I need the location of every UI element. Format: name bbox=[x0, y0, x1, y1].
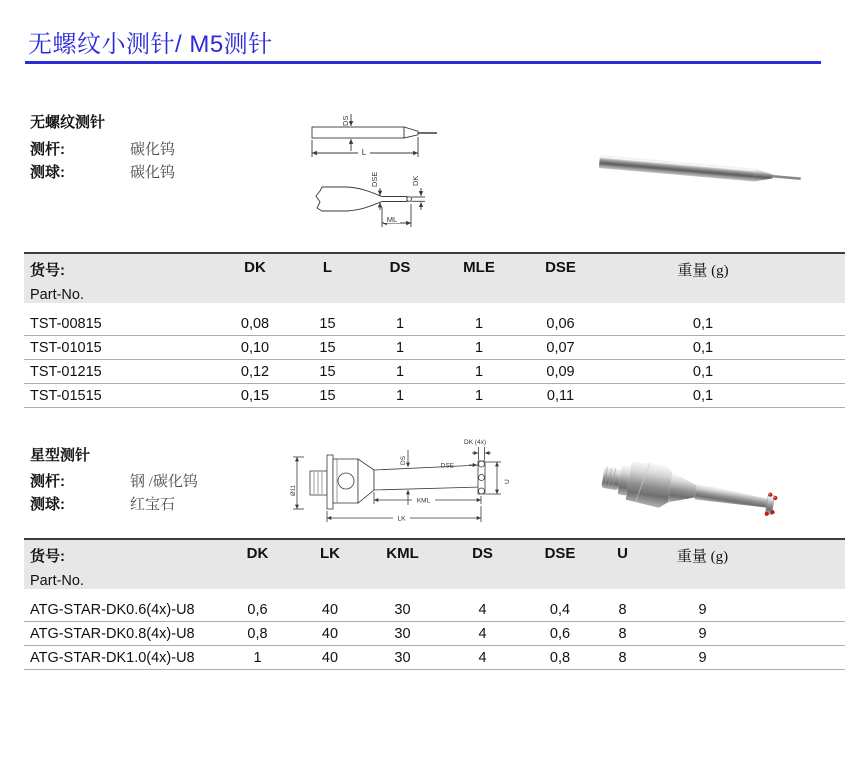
value-cell: 1 bbox=[360, 360, 440, 384]
dim-label-dse: DSE bbox=[370, 171, 379, 187]
column-header-ds: DS bbox=[445, 539, 520, 589]
column-header-l: L bbox=[295, 253, 360, 303]
value-cell: 0,4 bbox=[520, 589, 600, 622]
spec-value-ball: 碳化钨 bbox=[130, 165, 176, 181]
part-label-cn: 货号: bbox=[30, 548, 65, 565]
column-header-u: U bbox=[600, 539, 645, 589]
value-cell: 0,15 bbox=[215, 384, 295, 408]
spec-row-stem bbox=[30, 470, 198, 490]
star-stylus-technical-drawing bbox=[288, 428, 520, 538]
spec-value-stem: 碳化钨 bbox=[130, 142, 176, 158]
value-cell: 30 bbox=[360, 622, 445, 646]
value-cell: 1 bbox=[360, 336, 440, 360]
value-cell: 0,6 bbox=[520, 622, 600, 646]
table-row bbox=[24, 589, 845, 622]
value-cell: 15 bbox=[295, 360, 360, 384]
value-cell: 1 bbox=[360, 384, 440, 408]
spec-value-ball: 红宝石 bbox=[130, 497, 176, 513]
spec-label-stem: 测杆: bbox=[30, 141, 65, 158]
header-spacer bbox=[760, 539, 845, 589]
section-heading-star-stylus: 星型测针 bbox=[30, 447, 91, 464]
column-header-kml: KML bbox=[360, 539, 445, 589]
column-header-dse: DSE bbox=[520, 539, 600, 589]
value-cell: 1 bbox=[440, 360, 518, 384]
spec-label-ball: 测球: bbox=[30, 496, 65, 513]
dim-label-dse: DSE bbox=[440, 462, 454, 470]
spec-row-ball bbox=[30, 493, 176, 513]
value-cell: 1 bbox=[215, 646, 300, 670]
dim-label-l: L bbox=[361, 148, 367, 157]
value-cell: 30 bbox=[360, 646, 445, 670]
part-number-cell: TST-01215 bbox=[24, 360, 215, 384]
part-number-cell: TST-00815 bbox=[24, 303, 215, 336]
value-cell: 0,1 bbox=[603, 360, 803, 384]
value-cell: 40 bbox=[300, 622, 360, 646]
value-cell: 8 bbox=[600, 622, 645, 646]
value-cell: 0,09 bbox=[518, 360, 603, 384]
table-row bbox=[24, 336, 845, 360]
column-header-weight: 重量 (g) bbox=[603, 253, 803, 303]
part-label-en: Part-No. bbox=[30, 573, 84, 589]
value-cell: 4 bbox=[445, 589, 520, 622]
value-cell: 0,8 bbox=[520, 646, 600, 670]
value-cell: 0,06 bbox=[518, 303, 603, 336]
dim-label-kml: KML bbox=[416, 497, 431, 505]
part-number-cell: TST-01015 bbox=[24, 336, 215, 360]
value-cell: 40 bbox=[300, 589, 360, 622]
column-header-dk: DK bbox=[215, 539, 300, 589]
column-header-dk: DK bbox=[215, 253, 295, 303]
plain-stylus-photo bbox=[592, 118, 807, 198]
value-cell: 8 bbox=[600, 646, 645, 670]
stylus-shaft-outline bbox=[312, 127, 404, 138]
part-column-header bbox=[24, 253, 215, 303]
part-number-cell: ATG-STAR-DK0.8(4x)-U8 bbox=[24, 622, 215, 646]
dim-label-u: U bbox=[504, 479, 511, 484]
column-header-weight: 重量 (g) bbox=[645, 539, 760, 589]
table-header-row bbox=[24, 253, 845, 303]
spec-label-ball: 测球: bbox=[30, 164, 65, 181]
table-header-row bbox=[24, 539, 845, 589]
title-underline bbox=[25, 61, 821, 64]
header-spacer bbox=[803, 253, 845, 303]
value-cell: 0,10 bbox=[215, 336, 295, 360]
dim-label-dia: Ø11 bbox=[291, 485, 297, 496]
value-cell: 0,6 bbox=[215, 589, 300, 622]
value-cell: 0,1 bbox=[603, 384, 803, 408]
star-stylus-photo bbox=[594, 426, 824, 548]
spec-row-ball bbox=[30, 161, 176, 181]
value-cell: 0,08 bbox=[215, 303, 295, 336]
section-heading-plain-stylus: 无螺纹测针 bbox=[30, 114, 106, 131]
value-cell: 0,12 bbox=[215, 360, 295, 384]
column-header-ds: DS bbox=[360, 253, 440, 303]
value-cell: 4 bbox=[445, 622, 520, 646]
value-cell: 0,8 bbox=[215, 622, 300, 646]
spec-label-stem: 测杆: bbox=[30, 473, 65, 490]
part-number-cell: ATG-STAR-DK0.6(4x)-U8 bbox=[24, 589, 215, 622]
dim-label-ds: DS bbox=[341, 115, 350, 126]
value-cell: 15 bbox=[295, 384, 360, 408]
plain-stylus-parts-table bbox=[24, 252, 845, 408]
table-row bbox=[24, 384, 845, 408]
value-cell: 0,1 bbox=[603, 336, 803, 360]
value-cell: 15 bbox=[295, 303, 360, 336]
value-cell: 1 bbox=[440, 303, 518, 336]
star-stylus-parts-table bbox=[24, 538, 845, 670]
dim-label-ml: ML bbox=[386, 215, 398, 224]
column-header-dse: DSE bbox=[518, 253, 603, 303]
value-cell: 0,07 bbox=[518, 336, 603, 360]
value-cell: 1 bbox=[440, 336, 518, 360]
part-column-header bbox=[24, 539, 215, 589]
dim-label-lk: LK bbox=[397, 515, 406, 523]
value-cell: 8 bbox=[600, 589, 645, 622]
value-cell: 15 bbox=[295, 336, 360, 360]
column-header-mle: MLE bbox=[440, 253, 518, 303]
value-cell: 40 bbox=[300, 646, 360, 670]
part-number-cell: TST-01515 bbox=[24, 384, 215, 408]
value-cell: 0,11 bbox=[518, 384, 603, 408]
column-header-lk: LK bbox=[300, 539, 360, 589]
dim-label-dk4x: DK (4x) bbox=[464, 439, 487, 446]
value-cell: 0,1 bbox=[603, 303, 803, 336]
value-cell: 9 bbox=[645, 622, 760, 646]
value-cell: 9 bbox=[645, 646, 760, 670]
value-cell: 1 bbox=[440, 384, 518, 408]
table-row bbox=[24, 622, 845, 646]
value-cell: 4 bbox=[445, 646, 520, 670]
table-row bbox=[24, 303, 845, 336]
value-cell: 1 bbox=[360, 303, 440, 336]
plain-stylus-technical-drawing bbox=[291, 100, 461, 240]
part-number-cell: ATG-STAR-DK1.0(4x)-U8 bbox=[24, 646, 215, 670]
value-cell: 30 bbox=[360, 589, 445, 622]
dim-label-ds: DS bbox=[400, 455, 407, 465]
spec-value-stem: 钢 /碳化钨 bbox=[130, 474, 198, 490]
table-row bbox=[24, 360, 845, 384]
table-row bbox=[24, 646, 845, 670]
spec-row-stem bbox=[30, 138, 176, 158]
page-title: 无螺纹小测针/ M5测针 bbox=[28, 31, 273, 58]
part-label-en: Part-No. bbox=[30, 287, 84, 303]
part-label-cn: 货号: bbox=[30, 262, 65, 279]
value-cell: 9 bbox=[645, 589, 760, 622]
dim-label-dk: DK bbox=[411, 175, 420, 186]
